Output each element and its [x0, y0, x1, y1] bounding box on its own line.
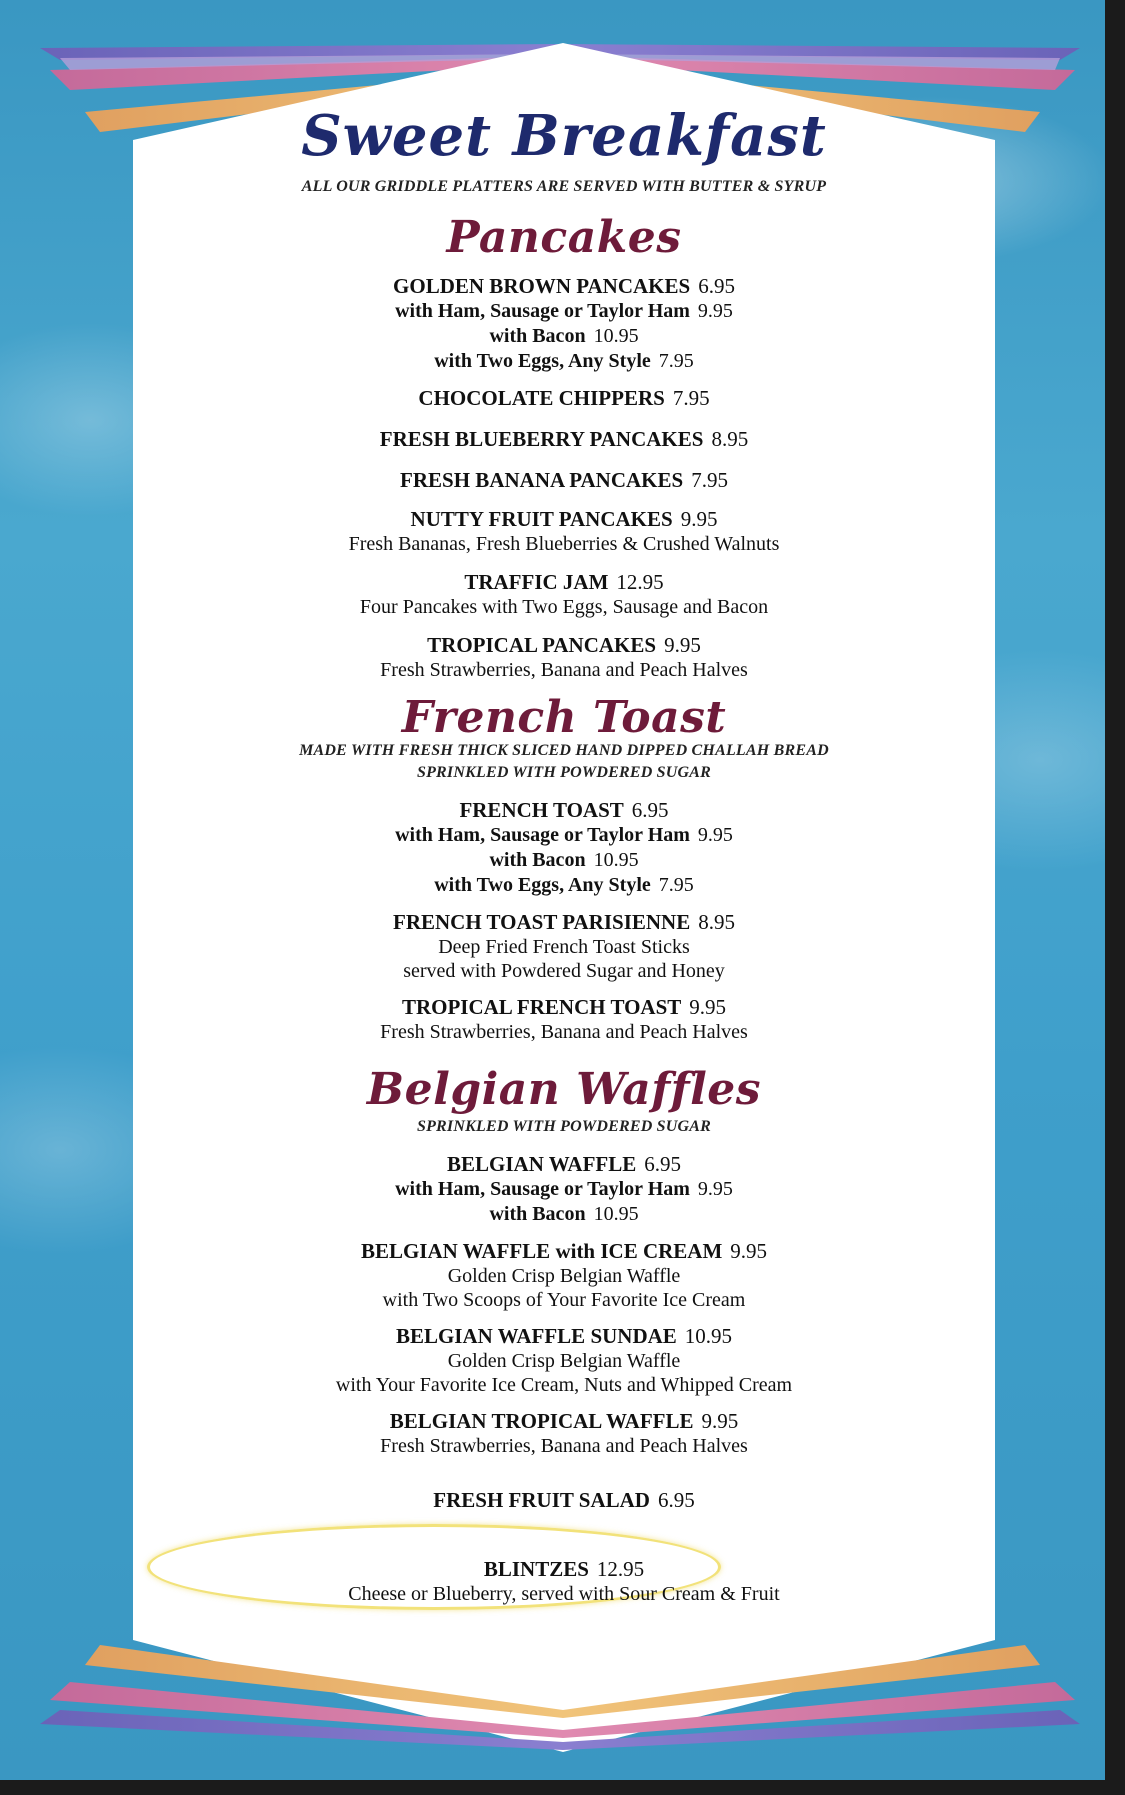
menu-item-belgian-waffle-ice-cream — [133, 1239, 995, 1312]
sub-option-label: with Ham, Sausage or Taylor Ham — [395, 1178, 690, 1200]
item-description: Deep Fried French Toast Sticks — [438, 936, 690, 958]
item-price: 7.95 — [691, 468, 728, 492]
menu-content — [133, 60, 995, 1660]
item-description-2: with Your Favorite Ice Cream, Nuts and Whipped Cream — [335, 1374, 793, 1396]
menu-item-chocolate-chippers — [133, 386, 995, 411]
item-description: Golden Crisp Belgian Waffle — [447, 1350, 681, 1372]
item-description: Four Pancakes with Two Eggs, Sausage and Bacon — [359, 596, 769, 618]
menu-item-fresh-banana-pancakes — [133, 468, 995, 493]
french-toast-tagline: MADE WITH FRESH THICK SLICED HAND DIPPED CHALLAH BREAD — [299, 742, 829, 759]
item-price: 12.95 — [616, 570, 664, 594]
item-name: BELGIAN WAFFLE with ICE CREAM — [360, 1239, 723, 1263]
pancakes-title: Pancakes — [446, 212, 682, 263]
item-description: Golden Crisp Belgian Waffle — [447, 1265, 681, 1287]
item-price: 10.95 — [684, 1324, 733, 1348]
menu-item-golden-brown-pancakes — [133, 274, 995, 374]
menu-item-traffic-jam — [133, 570, 995, 619]
sub-option-label: with Two Eggs, Any Style — [434, 350, 651, 372]
waffles-tagline: SPRINKLED WITH POWDERED SUGAR — [416, 1118, 711, 1135]
menu-item-tropical-french-toast — [133, 995, 995, 1044]
menu-item-nutty-fruit-pancakes — [133, 507, 995, 556]
item-price: 9.95 — [730, 1239, 768, 1263]
sub-option-price: 9.95 — [697, 300, 733, 322]
item-price: 8.95 — [711, 427, 749, 451]
menu-item-tropical-pancakes — [133, 633, 995, 682]
item-price: 9.95 — [701, 1409, 739, 1433]
item-price: 9.95 — [689, 995, 727, 1019]
menu-item-fresh-blueberry-pancakes — [133, 427, 995, 452]
item-price: 8.95 — [698, 910, 735, 934]
item-description-2: with Two Scoops of Your Favorite Ice Cream — [382, 1289, 746, 1311]
sub-option-price: 10.95 — [593, 325, 639, 347]
item-name: FRESH BLUEBERRY PANCAKES — [379, 427, 704, 451]
item-name: BELGIAN WAFFLE SUNDAE — [395, 1324, 677, 1348]
item-name: FRENCH TOAST — [459, 798, 624, 822]
sub-option-price: 9.95 — [697, 1178, 733, 1200]
item-price: 6.95 — [644, 1152, 681, 1176]
item-description-2: served with Powdered Sugar and Honey — [403, 960, 725, 982]
sub-option-label: with Ham, Sausage or Taylor Ham — [395, 300, 690, 322]
item-name: TROPICAL PANCAKES — [427, 633, 657, 657]
griddle-tagline: ALL OUR GRIDDLE PLATTERS ARE SERVED WITH BUTTER & SYRUP — [301, 178, 827, 195]
sub-option-price: 7.95 — [658, 350, 694, 372]
menu-item-blintzes — [133, 1557, 995, 1606]
sub-option-price: 9.95 — [697, 824, 733, 846]
menu-item-french-toast-parisienne — [133, 910, 995, 983]
item-price: 7.95 — [672, 386, 710, 410]
item-name: BELGIAN TROPICAL WAFFLE — [389, 1409, 694, 1433]
item-description: Fresh Strawberries, Banana and Peach Halves — [380, 1435, 748, 1457]
item-name: FRESH BANANA PANCAKES — [400, 468, 684, 492]
item-description: Fresh Strawberries, Banana and Peach Halves — [380, 659, 748, 681]
item-description: Cheese or Blueberry, served with Sour Cream & Fruit — [348, 1583, 780, 1605]
menu-item-belgian-waffle-sundae — [133, 1324, 995, 1397]
menu-item-belgian-waffle — [133, 1152, 995, 1227]
french-toast-tagline-2: SPRINKLED WITH POWDERED SUGAR — [416, 764, 711, 781]
item-name: BLINTZES — [483, 1557, 589, 1581]
item-name: TROPICAL FRENCH TOAST — [401, 995, 682, 1019]
item-name: FRENCH TOAST PARISIENNE — [393, 910, 691, 934]
menu-item-french-toast — [133, 798, 995, 898]
item-name: TRAFFIC JAM — [464, 570, 609, 594]
item-price: 12.95 — [596, 1557, 645, 1581]
item-description: Fresh Bananas, Fresh Blueberries & Crushed Walnuts — [348, 533, 780, 555]
item-name: FRESH FRUIT SALAD — [433, 1488, 650, 1512]
item-name: CHOCOLATE CHIPPERS — [418, 386, 665, 410]
sub-option-label: with Two Eggs, Any Style — [434, 874, 651, 896]
item-name: NUTTY FRUIT PANCAKES — [410, 507, 673, 531]
menu-item-fresh-fruit-salad — [133, 1488, 995, 1513]
item-name: GOLDEN BROWN PANCAKES — [393, 274, 691, 298]
menu-title: Sweet Breakfast — [301, 103, 827, 169]
sub-option-price: 7.95 — [658, 874, 694, 896]
sub-option-label: with Ham, Sausage or Taylor Ham — [395, 824, 690, 846]
menu-item-belgian-tropical-waffle — [133, 1409, 995, 1458]
sub-option-label: with Bacon — [489, 1203, 586, 1225]
item-price: 9.95 — [680, 507, 718, 531]
item-price: 6.95 — [698, 274, 735, 298]
item-name: BELGIAN WAFFLE — [447, 1152, 637, 1176]
sub-option-price: 10.95 — [593, 1203, 639, 1225]
item-description: Fresh Strawberries, Banana and Peach Halves — [380, 1021, 748, 1043]
item-price: 6.95 — [657, 1488, 695, 1512]
sub-option-label: with Bacon — [489, 849, 586, 871]
item-price: 6.95 — [631, 798, 669, 822]
sub-option-price: 10.95 — [593, 849, 639, 871]
item-price: 9.95 — [664, 633, 701, 657]
belgian-waffles-title: Belgian Waffles — [366, 1064, 762, 1115]
french-toast-title: French Toast — [401, 692, 727, 743]
sub-option-label: with Bacon — [489, 325, 586, 347]
